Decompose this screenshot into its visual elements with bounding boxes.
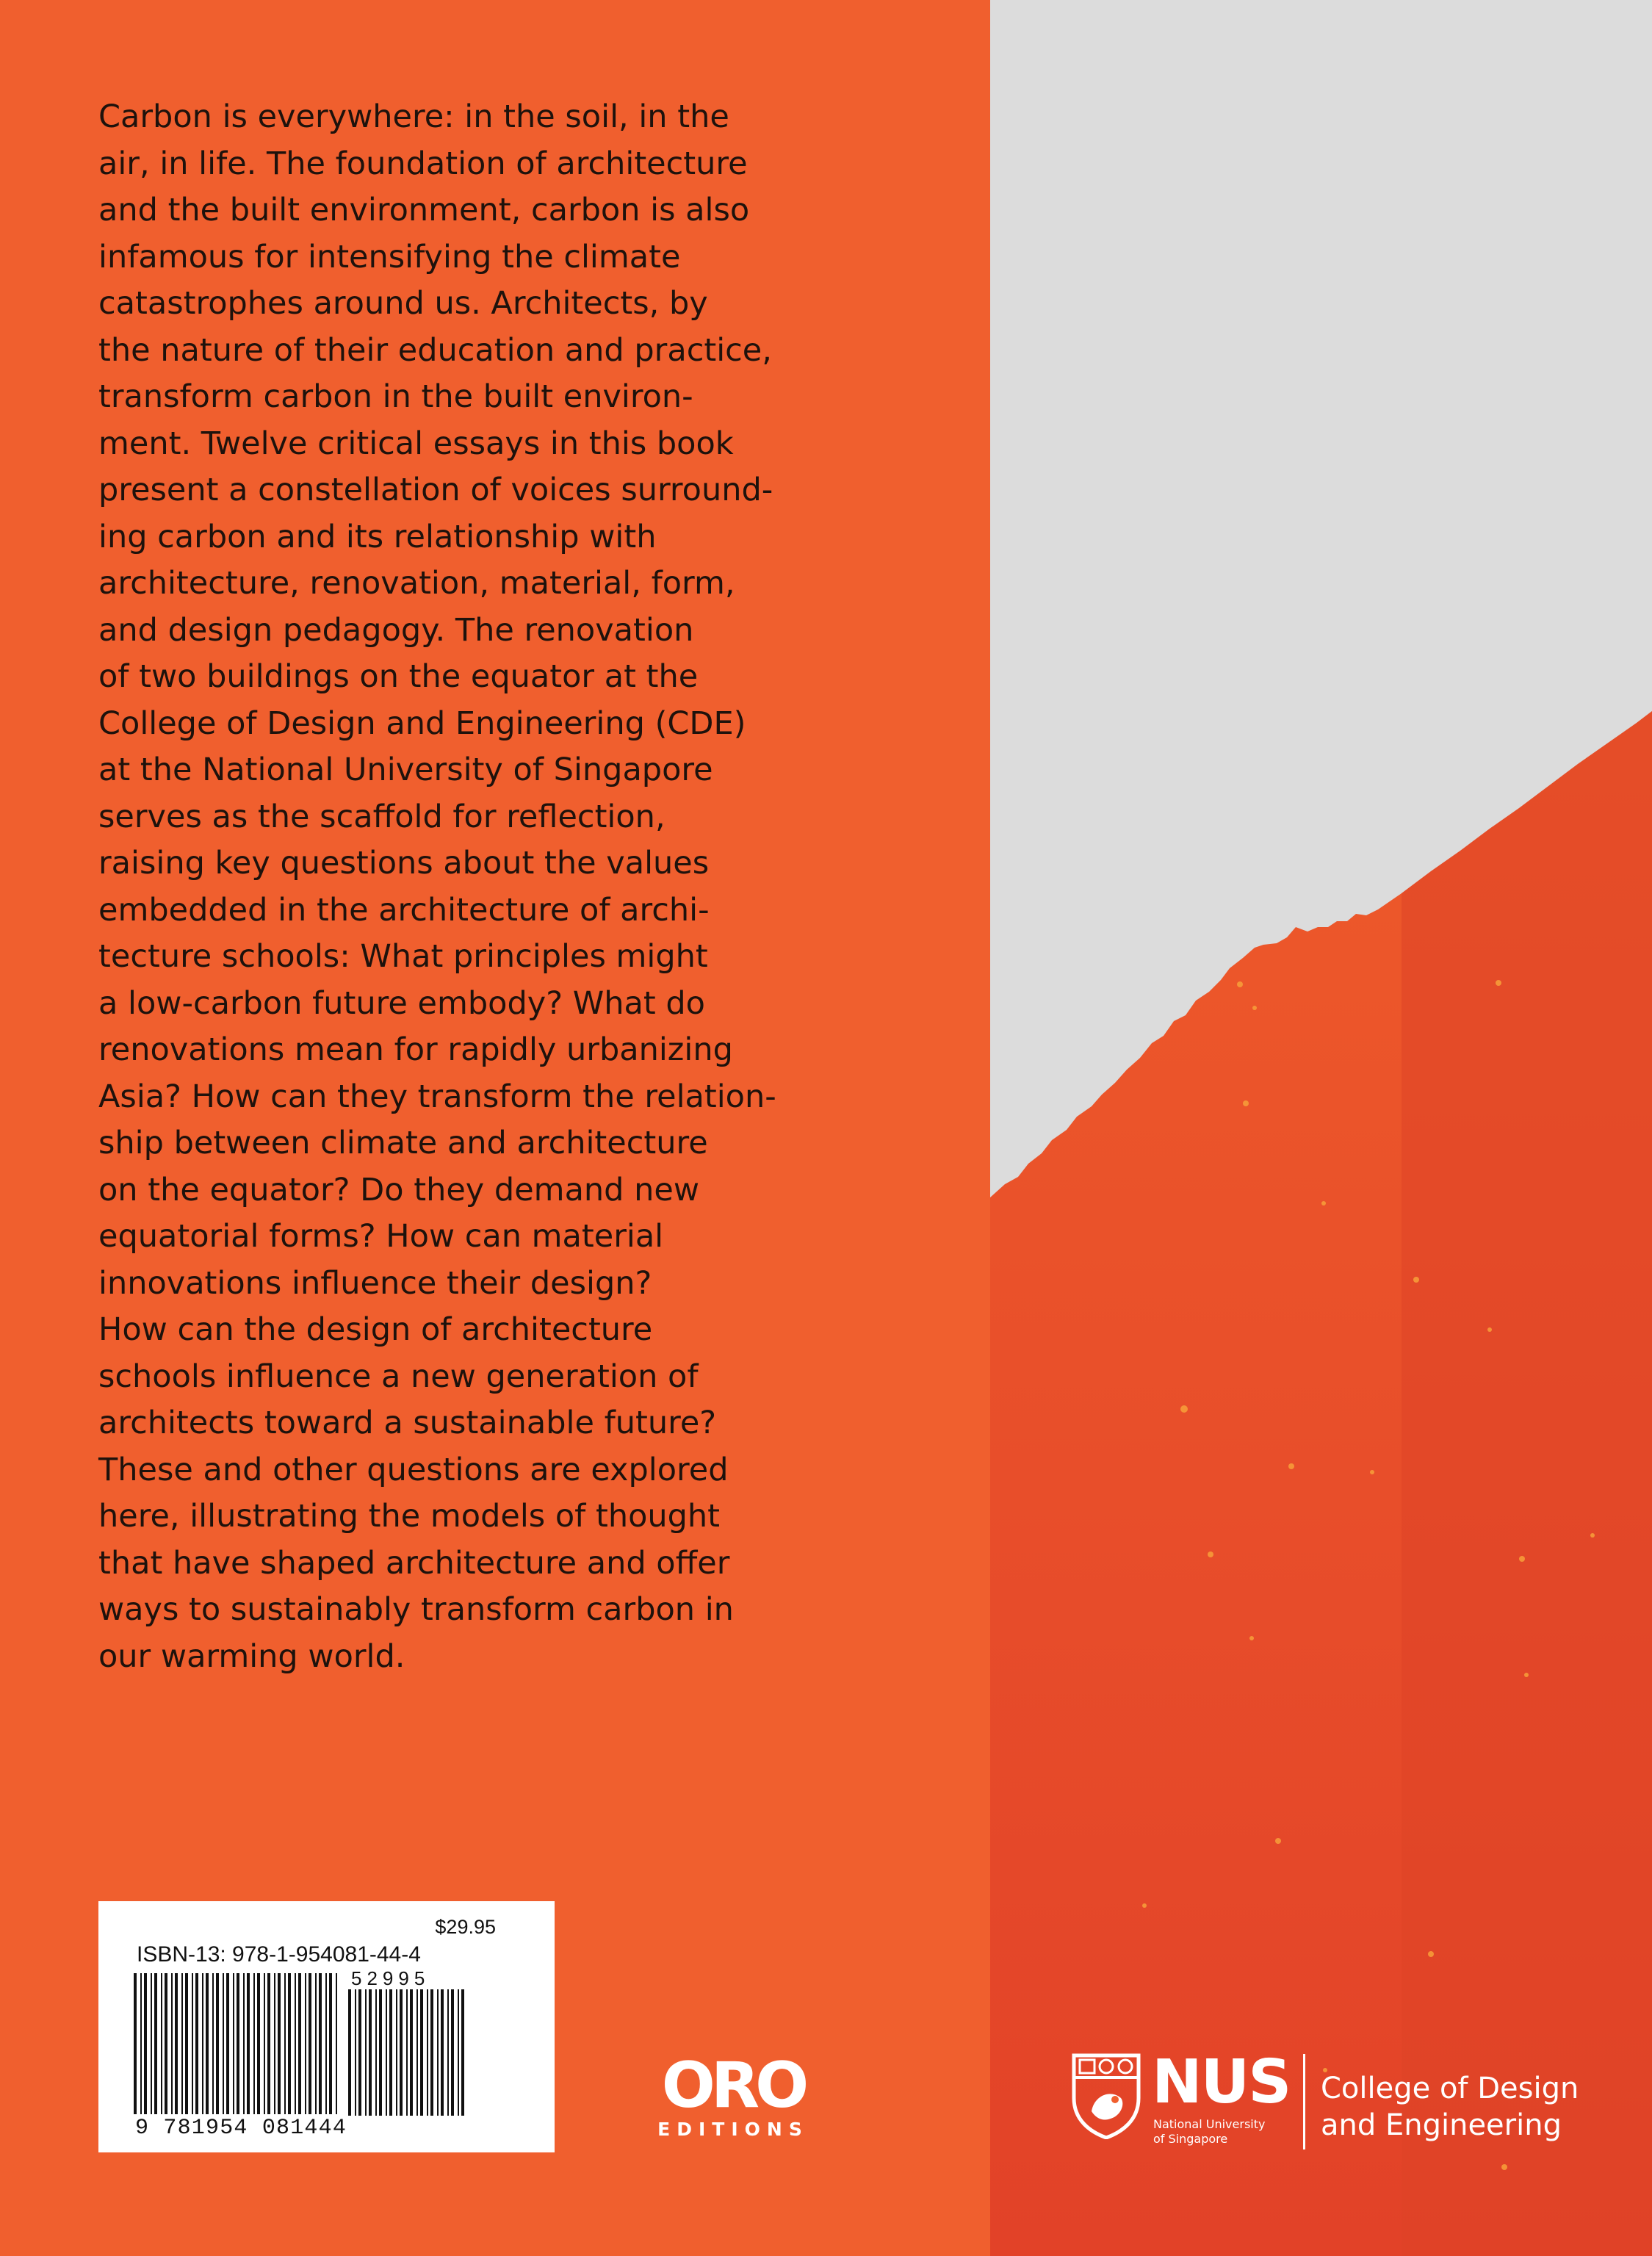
blurb-line: our warming world. [98,1637,405,1675]
oro-subtitle: EDITIONS [657,2119,809,2140]
barcode-bar [216,1973,219,2114]
barcode-bar [181,1973,183,2114]
barcode-bar [410,1989,413,2116]
blurb-line: College of Design and Engineering (CDE) [98,704,746,742]
barcode-bar [396,1989,397,2116]
blurb-line: ship between climate and architecture [98,1125,708,1161]
oro-wordmark: ORO [661,2049,805,2122]
barcode-bar [144,1973,147,2114]
barcode-bar [151,1973,152,2114]
barcode-bar [175,1973,178,2114]
blurb-line: ment. Twelve critical essays in this book [98,425,734,462]
logo-divider [1303,2054,1305,2149]
blurb-line: tecture schools: What principles might [98,938,708,975]
blurb-line: transform carbon in the built environ- [98,378,693,415]
ean-barcode-bars [134,1973,341,2114]
barcode-bar [154,1973,157,2114]
blurb-line: and the built environment, carbon is also [98,192,750,228]
nus-cde-logo [1070,2047,1598,2155]
barcode-bar [274,1973,275,2114]
blurb-line: at the National University of Singapore [98,752,713,788]
barcode-bar [447,1989,449,2116]
barcode-bar [430,1989,433,2116]
barcode-bar [253,1973,255,2114]
barcode-bar [336,1973,337,2114]
blurb-line: ing carbon and its relationship with [98,518,657,555]
blurb-line: schools influence a new generation of [98,1358,699,1395]
blurb-line: Asia? How can they transform the relation- [98,1078,776,1115]
barcode-bar [243,1973,245,2114]
blurb-line: on the equator? Do they demand new [98,1171,700,1208]
barcode-bar [195,1973,198,2114]
barcode-bar [365,1989,367,2116]
college-name-line: and Engineering [1321,2108,1562,2142]
barcode-bar [461,1989,464,2116]
barcode-bar [375,1989,377,2116]
isbn-label: ISBN-13: 978-1-954081-44-4 [137,1942,421,1967]
barcode-bar [325,1973,327,2114]
barcode-bar [441,1989,444,2116]
barcode-bar [171,1973,173,2114]
barcode-bar [406,1989,408,2116]
blurb-line: ways to sustainably transform carbon in [98,1591,734,1628]
barcode-bar [140,1973,142,2114]
barcode-bar [379,1989,382,2116]
wall-shadow-edge [1402,711,1652,2256]
barcode-bar [309,1973,311,2114]
barcode-bar [355,1989,356,2116]
blurb-line: present a constellation of voices surround- [98,472,773,508]
barcode-bar [400,1989,403,2116]
nus-full-name [1153,2117,1300,2147]
blurb-line: embedded in the architecture of archi- [98,891,710,929]
barcode-bar [416,1989,418,2116]
blurb-line: a low-carbon future embody? What do [98,984,705,1022]
barcode-bar [257,1973,260,2114]
barcode-bar [278,1973,281,2114]
isbn-barcode-box [98,1901,555,2152]
nus-crest-icon [1070,2053,1143,2139]
barcode-bar [247,1973,250,2114]
nus-full-name-line: National University [1153,2117,1266,2131]
barcode-bar [206,1973,209,2114]
barcode-bar [288,1973,291,2114]
blurb-line: Carbon is everywhere: in the soil, in the [98,98,729,135]
oro-editions-logo [645,2049,821,2140]
nus-full-name-line: of Singapore [1153,2132,1228,2146]
blurb-line: architecture, renovation, material, form, [98,565,735,602]
blurb-line: the nature of their education and practice, [98,331,772,369]
blurb-line: equatorial forms? How can material [98,1218,664,1255]
ean-digits: 9 781954 081444 [135,2116,347,2141]
barcode-bar [165,1973,167,2114]
blurb-line: architects toward a sustainable future? [98,1405,717,1441]
blurb-line: serves as the scaffold for reflection, [98,798,666,835]
cover-photograph [990,0,1652,2256]
blurb-line: raising key questions about the values [98,845,710,882]
barcode-bar [237,1973,239,2114]
barcode-bar [264,1973,265,2114]
barcode-bar [369,1989,372,2116]
blurb-line: here, illustrating the models of thought [98,1498,721,1535]
blurb-line: catastrophes around us. Architects, by [98,285,708,322]
barcode-bar [386,1989,387,2116]
barcode-bar [451,1989,454,2116]
barcode-bar [212,1973,214,2114]
college-name-line: College of Design [1321,2072,1579,2105]
barcode-bar [298,1973,301,2114]
back-cover-blurb [98,94,877,1680]
barcode-bar [185,1973,188,2114]
barcode-bar [458,1989,459,2116]
barcode-bar [192,1973,193,2114]
barcode-bar [305,1973,306,2114]
barcode-bar [284,1973,286,2114]
price-label: $29.95 [435,1916,496,1938]
blurb-line: of two buildings on the equator at the [98,658,699,695]
blurb-line: innovations influence their design? [98,1264,652,1302]
barcode-bar [267,1973,270,2114]
barcode-bar [389,1989,392,2116]
blurb-line: infamous for intensifying the climate [98,238,681,275]
barcode-bar [437,1989,439,2116]
barcode-bar [329,1973,332,2114]
barcode-bar [161,1973,162,2114]
barcode-bar [202,1973,203,2114]
barcode-bar [233,1973,234,2114]
blurb-line: renovations mean for rapidly urbanizing [98,1031,733,1068]
barcode-bar [348,1989,351,2116]
blurb-line: These and other questions are explored [98,1451,729,1488]
barcode-bar [223,1973,224,2114]
barcode-bar [295,1973,296,2114]
college-name [1321,2070,1600,2144]
blurb-line: and design pedagogy. The renovation [98,611,694,649]
nus-acronym: NUS [1152,2047,1291,2117]
barcode-bar [134,1973,137,2114]
barcode-bar [358,1989,361,2116]
barcode-bar [420,1989,423,2116]
barcode-bar [427,1989,428,2116]
barcode-bar [226,1973,229,2114]
blurb-line: air, in life. The foundation of architecture [98,145,748,182]
blurb-line: that have shaped architecture and offer [98,1544,730,1582]
addon-barcode-bars [348,1989,466,2116]
blurb-line: How can the design of architecture [98,1311,653,1348]
textured-wall-photo [990,0,1652,2256]
price-addon-digits: 52995 [351,1967,430,1989]
barcode-bar [319,1973,322,2114]
barcode-bar [315,1973,317,2114]
